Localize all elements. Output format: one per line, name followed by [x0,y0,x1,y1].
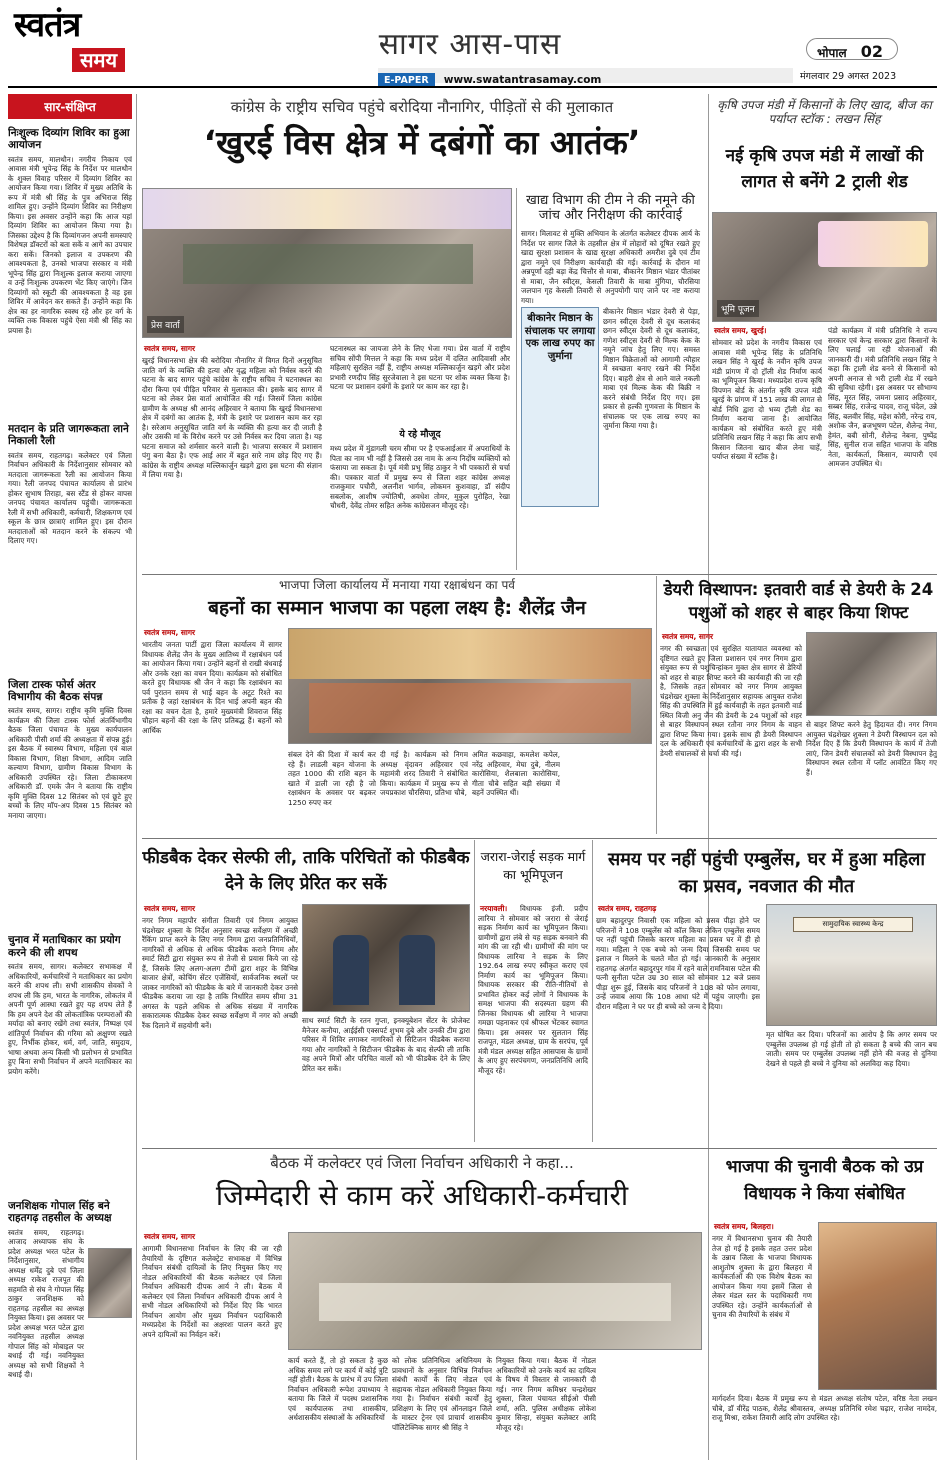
ambulance-headline: समय पर नहीं पहुंची एम्बुलेंस, घर में हुआ महिला का प्रसव, नवजात की मौत [607,849,926,897]
sidebar-divider [136,94,137,1460]
food-body-2: बीकानेर मिष्ठान भंडार देवरी से पेड़ा, छगन स्वीट्स देवरी से दूध कलाकंद छगन स्वीट्स देवरी से दूध कलाकंद, गणेश स्वीट्स देवरी से मिल्क केक के नमूने जांच हेतु लिए गए। समस्त मिष्ठान विक्रेताओं को आगामी त्यौहार में स्वच्छता बनाए रखने की निर्देश दिए। बाहरी क्षेत्र से आने वाले नकली माबा एवं मिल्क केक की बिक्री न करने संबंधी निर्देश दिए गए। इस प्रकार से हल्की गुणवत्ता के मिष्ठान के संचालक पर एक लाख रुपए का जुर्माना किया गया है। [603,307,700,431]
sidebar-item [8,934,132,1192]
person-photo [88,1248,132,1318]
election-col-2: कार्य करते हैं, तो हो सकता है कुछ अधिक समय लगे पर कार्य में कोई त्रुटि नहीं होती। बैठक के प्रारंभ में उप जिला निर्वाचन अधिकारी रूपेश उपाध्याय ने बताया कि जिले में पदस्थ प्रशासनिक एवं कार्यपालक तथा शासकीय, अर्धशासकीय संस्थाओं के अधिकारियों [288,1356,388,1422]
sidebar-item-body: स्वतंत्र समय, मालथौन। नगरीय निकाय एवं आवास मंत्री भूपेन्द्र सिंह के निर्देश पर मालथौन के शुक्ल विवाह परिसर में दिव्यांग शिविर का आयोजन किया गया। शिविर में मुख्य अतिथि के रूप में मंत्री श्री सिंह के पुत्र अभिराज सिंह शामिल हुए। उन्होंने दिव्यांग शिविर का निरीक्षण किया। इस अवसर उन्होंने कहा कि आज यहां दिव्यांग शिविर का आयोजन किया गया है। जिसका उद्देश्य है कि दिव्यांगजन अपनी समस्याएं विशेषज्ञ डॉक्टरों को बता सकें व आगे का उपचार करा सकें। जिनको इलाज व उपकरण की आवश्यकता है, उनको भाजपा सरकार व मंत्री भूपेन्द्र सिंह द्वारा निःशुल्क इलाज कराया जाएगा व उन्हें निःशुल्क उपकरण भेंट किए जाएंगे। जिन दिव्यांगों को स्कूटी की आवश्यकता है वह इस शिविर में आवेदन कर सकते हैं। उन्होंने कहा कि क्षेत्र का हर नागरिक स्वस्थ रहे और हर वर्ग के व्यक्ति तक विकास पहुंचे ऐसा मंत्री श्री सिंह का प्रयास है। [8,154,132,335]
lead-photo [142,188,512,338]
rakhi-col-4: अमित कछवाहा, कमलेश कपेल, नरेंद्र अहिरवार, मेघा दुबे, नीलम कारोसिया, शैलबाला कारोसिया, गीता चौबे सहित बड़ी संख्या में बहनें उपस्थित थीं। [472,750,560,797]
election-col-3: को लोक प्रतिनिधित्व अधिनियम के प्रावधानों के अनुसार विभिन्न निर्वाचन संबंधी कार्यों के लिए नोडल एवं सहायक नोडल अधिकारी नियुक्त किया गया है। निर्वाचन संबंधी कार्यों हेतु प्रशिक्षण के लिए एवं ऑनलाइन जिले के मास्टर ट्रेनर एवं प्राचार्य शासकीय पॉलिटेक्निक सागर श्री सिंह ने [392,1356,492,1432]
bjp-byline: स्वतंत्र समय, बिलहरा। [714,1222,774,1231]
road-divider [474,840,475,1142]
selfie-headline: फीडबैक देकर सेल्फी ली, ताकि परिचितों को फीडबैक देने के लिए प्रेरित कर सकें [142,848,470,894]
logo-bottom-text: समय [72,48,125,72]
dairy-col-1: नगर की स्वच्छता एवं सुरक्षित यातायात व्यवस्था को दृष्टिगत रखते हुए जिला प्रशासन एवं नगर निगम द्वारा संयुक्त रूप से पशुचिन्हांकन मुक्त क्षेत्र सागर से डेरियों को शहर से बाहर शिफ्ट करने की कार्यवाही की जा रही है, जिसके तहत सोमवार को नगर निगम आयुक्त चंद्रशेखर शुक्ला के निर्देशानुसार सहायक आयुक्त राजेश सिंह की उपस्थिति में हुई कार्यवाही के तहत इतवारी वार्ड स्थित विजी अनु जैन की डेयरी के 24 पशुओं को शहर से बाहर विस्थापन स्थल रतौना नगर निगम के वाहन द्वारा शिफ्ट किया गया। इसके साथ ही डेयरी विस्थापन दल के अधिकारी एवं कर्मचारियों के द्वारा शहर के सभी डेयरी संचालकों से चर्चा की गई। [660,644,802,758]
sidebar-item [8,679,132,927]
sidebar-item-body: स्वतंत्र समय, राहतगढ़। आजाद अध्यापक संघ के प्रदेश अध्यक्ष भरत पटेल के निर्देशानुसार, संभागीय अध्यक्ष धर्मेंद्र दुबे एवं जिला अध्यक्ष राकेश राजपूत की सहमति से संघ ने गोपाल सिंह ठाकुर जनशिक्षक को राहतगढ़ तहसील का अध्यक्ष नियुक्त किया। इस अवसर पर प्रदेश अध्यक्ष भरत पटेल द्वारा नवनियुक्त तहसील अध्यक्ष गोपाल सिंह को मोबाइल पर बधाई दी गई। नवनियुक्त अध्यक्ष को सभी शिक्षकों ने बधाई दी। [8,1227,84,1380]
bjp-photo [818,1222,937,1390]
section-title: सागर आस-पास [378,27,562,62]
lead-col-2b: मध्य प्रदेश में मुंडागली चरम सीमा पर है एफआईआर में अपराधियों के पिता का नाम भी नहीं है जिससे उस नाम के अन्य निर्दोष व्यक्तियों को फंसाया जा सकता है। पूर्व मंत्री प्रभु सिंह ठाकुर ने भी पत्रकारों से चर्चा की। पत्रकार वार्ता में प्रमुख रूप से जिला शहर कांग्रेस अध्यक्ष राजकुमार पचौरी, अलनीश भार्गव, लोकमन कुशवाहा, डॉ संदीप सबलोक, आशीष ज्योतिषी, अवधेश तोमर, मुकुल पुरोहित, रेखा चौधरी, देवेंद्र तोमर सहित अनेक कांग्रेसजन मौजूद रहे। [330,444,510,510]
row-divider [142,838,937,839]
sidebar-item [8,1200,132,1398]
ambulance-byline: स्वतंत्र समय, राहतगढ़ [598,904,657,913]
date-label: मंगलवार 29 अगस्त 2023 [800,71,897,82]
sidebar [8,94,132,1464]
food-headline: खाद्य विभाग की टीम ने की नमूने की जांच और निरीक्षण की कार्रवाई [526,193,695,223]
rakhi-col-2: संबल देने की दिशा में कार्य कर रहे हैं। लाडली बहन योजना के तहत 1000 की राशि बहन के खाते में डाली जा रही है जो रक्षाबंधन के अवसर पर बढ़कर 1250 रुपए कर [288,750,376,807]
epaper-strip [378,68,793,86]
mandi-col-2: पंडो कार्यक्रम में मंत्री प्रतिनिधि ने राज्य सरकार एवं केन्द्र सरकार द्वारा किसानों के लिए चलाई जा रही योजनाओं की जानकारी दी। मंत्री प्रतिनिधि लखन सिंह ने कहा कि ट्राली शेड बनने से किसानों को अपनी अनाज से भरी ट्राली शेड में रखने की सुविधा रहेगी। इस अवसर पर सौभाग्य सिंह, मूरत सिंह, जमना प्रसाद अहिरवार, सब्बर सिंह, राजेन्द्र यादव, राजू चंदेल, उन्ने सिंह, बलवीर सिंह, महेश कोरी, नरेन्द्र राय, अशोक जैन, ब्रजभूषण पटेल, शैलेन्द्र नेमा, हेमंत, बबी सोनी, शैलेन्द्र नेबना, पुष्पेंद्र सिंह, सुनील राज सहित भाजपा के वरिष्ठ नेता, कार्यकर्ता, किसान, व्यापारी एवं आमजन उपस्थित थे। [828,326,937,468]
ambulance-photo [766,904,937,1026]
lead-byline: स्वतंत्र समय, सागर [144,344,196,353]
sidebar-item-heading: निःशुल्क दिव्यांग शिविर का हुआ आयोजन [8,127,130,152]
ambulance-photo-signboard: सामुदायिक स्वास्थ्य केन्द्र [793,917,913,932]
road-headline: जरारा-जेराई सड़क मार्ग का भूमिपूजन [480,849,586,883]
sidebar-item [8,423,132,671]
page-number: 02 [860,42,884,61]
row-divider [142,1148,937,1149]
rakhi-byline: स्वतंत्र समय, सागर [144,628,196,637]
city-label: भोपाल [817,46,847,60]
food-callout: बीकानेर मिष्ठान के संचालक पर लगाया एक लाख रुपए का जुर्माना [521,307,599,507]
sidebar-title: सार-संक्षिप्त [8,94,132,119]
row-divider [142,574,937,575]
mandi-kicker: कृषि उपज मंडी में किसानों के लिए खाद, बीज का पर्याप्त स्टॉक : लखन सिंह [717,98,932,127]
food-body-1: सागर। मिलावट से मुक्ति अभियान के अंतर्गत कलेक्टर दीपक आर्य के निर्देश पर सागर जिले के तहसील क्षेत्र में लोहारों को दूषित रखते हुए खाद्य सुरक्षा प्रशासन के खाद्य सुरक्षा अधिकारी अमरीश दुबे एवं टीम द्वारा नमूने एवं निरीक्षण कार्यवाही की गई। कार्रवाई के दौरान मां अन्नपूर्णा दही बड़ा केंद्र चित्तौर से माबा, बीकानेर मिष्ठान भंडार पीतांबर से माबा, जैन स्वीट्स, केसली तिवारी के माबा मुंगिया, चौरसिया जलपान गृह केसली तिवारी से अनुपयोगी पाए जाने पर नष्ट कराया गया। [521,229,700,305]
bjp-col-1: नगर में विधानसभा चुनाव की तैयारी तेज हो गई है इसके तहत उत्तर प्रदेश के उन्नाव जिला के भाजपा विधायक आशुतोष शुक्ला के द्वारा बिलहरा में कार्यकर्ताओं की एक विशेष बैठक का आयोजन किया गया इसमें जिला से लेकर मंडल स्तर के पदाधिकारी गण उपस्थित रहे। उन्होंने कार्यकर्ताओं से चुनाव की तैयारियों के संबंध में [712,1234,812,1319]
sidebar-item-body: स्वतंत्र समय, राहतगढ़। कलेक्टर एवं जिला निर्वाचन अधिकारी के निर्देशानुसार सोमवार को मतदाता जागरूकता रैली का आयोजन किया गया। रैली जनपद पंचायत कार्यालय से प्रारंभ होकर सुभाष तिराहा, बस स्टैंड से होकर वापस जनपद पंचायत कार्यालय पहुंची। जागरूकता रैली में सभी अधिकारी, कर्मचारी, शिक्षकगण एवं स्कूल के छात्र छात्राएं शामिल हुए। इस दौरान मतदाताओं को मतदान करने के संकल्प भी दिलाए गए। [8,450,132,545]
lead-photo-caption: प्रेस वार्ता [147,316,184,333]
rakhi-col-1: भारतीय जनता पार्टी द्वारा जिला कार्यालय में सागर विधायक शैलेंद्र जैन के मुख्य आतिथ्य में रक्षाबंधन पर्व का आयोजन किया गया। उन्होंने बहनों से राखी बंधवाई और उनके रक्षा का वचन दिया। कार्यक्रम को संबोधित करते हुए विधायक श्री जैन ने कहा कि रक्षाबंधन का पर्व पुरातन समय से भाई बहन के अटूट रिश्ते का प्रतीक है जहां रक्षाबंधन के दिन भाई अपनी बहन की रक्षा का वचन देता है, हमारे मुख्यमंत्री शिवराज सिंह चौहान बहनों की रक्षा के लिए प्रतिबद्ध हैं। बहनों को आर्थिक [142,640,282,735]
sidebar-item-body: स्वतंत्र समय, सागर। कलेक्टर सभाकक्ष में अधिकारियों, कर्मचारियों ने मताधिकार का प्रयोग करने की शपथ ली। सभी शासकीय सेवकों ने शपथ ली कि हम, भारत के नागरिक, लोकतंत्र में अपनी पूर्ण आस्था रखते हुए यह शपथ लेते हैं कि हम अपने देश की लोकतांत्रिक परम्पराओं की मर्यादा को बनाए रखेंगे तथा स्वतंत्र, निष्पक्ष एवं शांतिपूर्ण निर्वाचन की गरिमा को अक्षुण्ण रखते हुए, निर्भीक होकर, धर्म, वर्ग, जाति, समुदाय, भाषा अथवा अन्य किसी भी प्रलोभन से प्रभावित हुए बिना सभी निर्वाचन में अपने मताधिकार का प्रयोग करेंगे। [8,962,132,1076]
road-body: विधायक इंजी. प्रदीप लारिया ने सोमवार को जरारा से जेराई सड़क निर्माण कार्य का भूमिपूजन किया। ग्रामीणों द्वारा लंबे से यह सड़क बनवाने की मांग की जा रही थी। ग्रामीणों की मांग पर विधायक लारिया ने सड़क के लिए 192.64 लाख रुपए स्वीकृत कराए एवं निर्माण कार्य का भूमिपूजन किया। विधायक सरकार की रीति-नीतियों से प्रभावित होकर कई लोगों ने विधायक के समक्ष भाजपा की सदस्यता ग्रहण की जिनका विधायक श्री लारिया ने भाजपा गमछा पहनाकर एवं श्रीफल भेंटकर स्वागत किया। इस अवसर पर सुलतान सिंह राजपूत, मंडल अध्यक्ष, ग्राम के सरपंच, पूर्व मंत्री मंडल अध्यक्ष सहित आसपास के ग्रामों के आए हुए सरपंचगण, जनप्रतिनिधि आदि मौजूद रहे। [478,904,588,1075]
epaper-label: E-PAPER [378,73,435,88]
election-photo [288,1232,702,1350]
rakhi-headline: बहनों का सम्मान भाजपा का पहला लक्ष्य है: शैलेंद्र जैन [208,597,586,619]
sidebar-item-heading: जनशिक्षक गोपाल सिंह बने राहतगढ़ तहसील के अध्यक्ष [8,1200,112,1225]
election-byline: स्वतंत्र समय, सागर [144,1232,196,1241]
ambulance-divider [592,840,593,1142]
selfie-col-2: साथ स्मार्ट सिटी के रतन गुप्ता, इनक्यूबेशन सेंटर के प्रोजेक्ट मैनेजर कनौया, आईईसी एक्सपर्ट शुभम दुबे और उनकी टीम द्वारा परिसर में शिविर लगाकर नागरिकों से सिटिजन फीडबैक कराया गया और नागरिकों ने सिटीजन फीडबैक के बाद सेल्फी ली ताकि वह अपने मित्रों और परिचित वालों को भी फीडबैक देने के लिए प्रेरित कर सकें। [302,1016,470,1073]
selfie-byline: स्वतंत्र समय, सागर [144,904,196,913]
lead-headline: ‘खुरई विस क्षेत्र में दबंगों का आतंक’ [203,123,641,162]
sidebar-item-heading: चुनाव में मताधिकार का प्रयोग करने की ली शपथ [8,934,121,959]
sidebar-item [8,127,132,415]
election-headline: जिम्मेदारी से काम करें अधिकारी-कर्मचारी [215,1179,629,1212]
election-col-1: आगामी विधानसभा निर्वाचन के लिए की जा रही तैयारियों के दृष्टिगत कलेक्ट्रेट सभाकक्ष में विभिन्न निर्वाचन संबंधी दायित्वों के लिए नियुक्त किए गए नोडल अधिकारियों की बैठक कलेक्टर एवं जिला निर्वाचन अधिकारी दीपक आर्य ने ली। बैठक में कलेक्टर एवं जिला निर्वाचन अधिकारी दीपक आर्य ने सभी नोडल अधिकारियों को निर्देश दिए कि भारत निर्वाचन आयोग और मुख्य निर्वाचन पदाधिकारी मध्यप्रदेश के निर्देशों का अक्षरशः पालन करते हुए अपने दायित्वों का निर्वहन करें। [142,1244,282,1339]
dairy-photo [806,632,937,716]
sidebar-item-body: स्वतंत्र समय, सागर। राष्ट्रीय कृमि मुक्ति दिवस कार्यक्रम की जिला टास्क फोर्स अंतर्विभागीय बैठक जिला पंचायत के मुख्य कार्यपालन अधिकारी पीसी शर्मा की अध्यक्षता में संपन्न हुई। इस बैठक में स्वास्थ्य विभाग, महिला एवं बाल विकास विभाग, शिक्षा विभाग, आदिम जाति कल्याण विभाग, ग्रामीण विकास विभाग के अधिकारी उपस्थित रहे। जिला टीकाकरण अधिकारी डॉ. एमके जैन ने बताया कि राष्ट्रीय कृमि मुक्ति दिवस 12 सितंबर को एवं छूटे हुए बच्चों के लिए मॉप-अप दिवस 15 सितंबर को मनाया जाएगा। [8,706,132,820]
mandi-col-1: सोमवार को प्रदेश के नगरीय विकास एवं आवास मंत्री भूपेन्द्र सिंह के प्रतिनिधि लखन सिंह ने खुरई के नवीन कृषि उपज मंडी प्रांगण में दो ट्रॉली शेड निर्माण कार्य का भूमिपूजन किया। मध्यप्रदेश राज्य कृषि विपणन बोर्ड के अंतर्गत कृषि उपज मंडी खुरई के प्रांगण में 151 लाख की लागत से बोर्ड निधि द्वारा दो भव्य ट्रॉली शेड का निर्माण कराया जाना है। आयोजित कार्यक्रम को संबोधित करते हुए मंत्री प्रतिनिधि लखन सिंह ने कहा कि आप सभी किसान जितना खाद बीज लेना चाहें, पर्याप्त संख्या में स्टॉक है। [712,338,822,461]
rakhi-col-3: दी गई है। कार्यक्रम को निगम अध्यक्ष वृंदावन अहिरवार एवं महामंत्री शरद तिवारी ने संबोधित किया। कार्यक्रम में प्रमुख रूप से जयप्रकाश चौरसिया, प्रतिभा चौबे, [380,750,468,797]
mandi-byline: स्वतंत्र समय, खुरई। [714,326,767,335]
mandi-photo-caption: भूमि पूजन [717,300,759,317]
dairy-byline: स्वतंत्र समय, सागर [662,632,714,641]
selfie-photo [302,904,470,1012]
mandi-photo [712,212,937,322]
website-link[interactable]: www.swatantrasamay.com [443,74,602,86]
dairy-col-2: से बाहर शिफ्ट करने हेतु हिदायत दी। नगर निगम आयुक्त चंद्रशेखर शुक्ला ने डेयरी विस्थापन दल को निर्देश दिए हैं कि डेयरी विस्थापन के कार्य में तेजी लाएं, जिन डेयरी संचालकों को डेयरी विस्थापन हेतु विस्थापन स्थल रतौना में प्लॉट आवंटित किए गए हैं। [806,720,937,777]
road-byline: नरयावली। [480,904,508,913]
bjp-col-2: मार्गदर्शन दिया। बैठक में प्रमुख रूप से मंडल अध्यक्ष संतोष पटेल, वरिष्ठ नेता लखन चौबे, डॉ वीरेंद्र पाठक, शैलेंद्र श्रीवास्तव, अध्यक्ष प्रतिनिधि रमेश चढ़ार, राजेश नामदेव, राजू मिश्रा, राकेश तिवारी आदि लोग उपस्थित रहे। [712,1394,937,1422]
lead-col-1: खुरई विधानसभा क्षेत्र की बरोदिया नौनागिर में विगत दिनों अनुसूचित जाति वर्ग के व्यक्ति की हत्या और वृद्ध महिला को निर्वस्त्र करने की घटना के बाद सागर पहुंचे कांग्रेस के राष्ट्रीय सचिव ने घटनास्थल का दौरा किया एवं पीड़ित परिवार से मुलाकात की। इसके बाद सागर में घटना को लेकर प्रेस वार्ता आयोजित की गई। जिसमें जिला कांग्रेस ग्रामीण के अध्यक्ष श्री आनंद अहिरवार ने बताया कि खुरई विधानसभा क्षेत्र में दबंगों का आतंक है, मंत्री के इशारे पर प्रशासन काम कर रहा है। सरेआम अनुसूचित जाति वर्ग के व्यक्ति की हत्या कर दी जाती है और उसकी मां के विरोध करने पर उसे निर्वस्त्र कर दिया जाता है। यह घटना समाज को शर्मसार करने वाली है। भाजपा सरकार में प्रशासन पंगु बना बैठा है। एफ आई आर में बहुत सारे नाम छोड़ दिए गए हैं। कांग्रेस के राष्ट्रीय अध्यक्ष मल्लिकार्जुन खड़गे द्वारा इस घटना की संज्ञान में लिया गया है। [142,356,322,479]
bjp-headline: भाजपा की चुनावी बैठक को उप्र विधायक ने किया संबोधित [725,1157,924,1205]
selfie-col-1: नगर निगम महापौर संगीता तिवारी एवं निगम आयुक्त चंद्रशेखर शुक्ला के निर्देश अनुसार स्वच्छ सर्वेक्षण में अच्छी रैंकिंग प्राप्त करने के लिए नगर निगम द्वारा जनप्रतिनिधियों, नागरिकों से अधिक से अधिक फीडबैक कराने निगम और स्मार्ट सिटी द्वारा संयुक्त रूप से तेजी से प्रयास किये जा रहे हैं, जिसके लिए अलग-अलग टीमों द्वारा शहर के विभिन्न बाजार क्षेत्रों, कोचिंग सेंटर एजेंसियों, सार्वजनिक स्थलों पर जाकर नागरिकों को फीडबैक के बारे में जानकारी देकर उनसे फीडबैक कराया जा रहा है ताकि निर्धारित समय सीमा 31 अगस्त के पहले अधिक से अधिक संख्या में नागरिक सकारात्मक फीडबैक देकर स्वच्छ सर्वेक्षण में नगर को अच्छी रैंक दिलाने में सहयोगी बनें। [142,916,298,1030]
election-col-4: नियुक्त किया गया। बैठक में नोडल अधिकारियों को उनके कार्य का दायित्व के विषय में विस्तार से जानकारी दी गई। नगर निगम कमिश्नर चन्द्रशेखर शुक्ला, जिला पंचायत सीईओ पीसी शर्मा, अति. पुलिस अधीक्षक लोकेश कुमार सिन्हा, संयुक्त कलेक्टर आदि मौजूद रहे। [496,1356,596,1432]
lead-subhead: ये रहे मौजूद [399,429,441,440]
lead-kicker: कांग्रेस के राष्ट्रीय सचिव पहुंचे बरोदिया नौनागिर, पीड़ितों से की मुलाकात [230,98,614,116]
masthead-logo[interactable] [14,5,164,82]
ambulance-col-1: ग्राम बहादुरपुर निवासी एक महिला को प्रसव पीड़ा होने पर परिजनों ने 108 एम्बुलेंस को कॉल किया लेकिन एम्बुलेंस समय पर नहीं पहुंची जिसके कारण महिला का प्रसव घर में ही हो गया। महिला ने एक बच्चे को जन्म दिया जिसकी समय पर इलाज न मिलने के चलते मौत हो गई। जानकारी के अनुसार राहतगढ़ अंतर्गत बहादुरपुर गांव में रहने वाले रामनिवास पटेल की पत्नी सुनीता पटेल उम्र 30 साल को सोमवार 12 बजे प्रसव पीड़ा शुरू हुई, जिसके बाद परिजनों ने 108 को फोन लगाया, उन्हें जवाब आया कि 108 आधा घंटे में पहुंच जाएगी। इस दौरान महिला ने घर पर ही बच्चे को जन्म दे दिया। [596,916,760,1011]
rakhi-photo [288,628,652,744]
rakhi-kicker: भाजपा जिला कार्यालय में मनाया गया रक्षाबंधन का पर्व [279,578,515,592]
food-box [516,188,704,570]
mandi-headline: नई कृषि उपज मंडी में लाखों की लागत से बनेंगे 2 ट्राली शेड [725,146,924,192]
sidebar-item-heading: मतदान के प्रति जागरूकता लाने निकाली रैली [8,422,129,448]
ambulance-col-2: मृत घोषित कर दिया। परिजनों का आरोप है कि अगर समय पर एम्बुलेंस उपलब्ध हो गई होती तो हो सकता है बच्चे की जान बच जाती। समय पर एम्बुलेंस उपलब्ध नहीं होने की वजह से दुनिया देखने से पहले ही बच्चे ने दुनिया को अलविदा कह दिया। [766,1030,937,1068]
dairy-headline: डेयरी विस्थापन: इतवारी वार्ड से डेयरी के 24 पशुओं को शहर से बाहर किया शिफ्ट [663,580,934,623]
logo-top-text: स्वतंत्र [14,5,81,45]
page-tag [806,38,898,60]
sidebar-item-heading: जिला टास्क फोर्स अंतर विभागीय की बैठक संपन्न [8,678,103,703]
election-kicker: बैठक में कलेक्टर एवं जिला निर्वाचन अधिकारी ने कहा... [270,1154,574,1172]
lead-col-2a: घटनास्थल का जायजा लेने के लिए भेजा गया। प्रेस वार्ता में राष्ट्रीय सचिव सोंपी मित्तल ने कहा कि मध्य प्रदेश में दलित आदिवासी और महिलाएं सुरक्षित नहीं हैं, राष्ट्रीय अध्यक्ष मल्लिकार्जुन खड़गे और प्रदेश प्रभारी रणदीप सिंह सुरजेवाला ने इस घटना पर शोक व्यक्त किया है। घटना पर प्रशासन दबंगों के इशारे पर काम कर रहा है। [330,344,510,391]
masthead-rule [8,86,937,88]
